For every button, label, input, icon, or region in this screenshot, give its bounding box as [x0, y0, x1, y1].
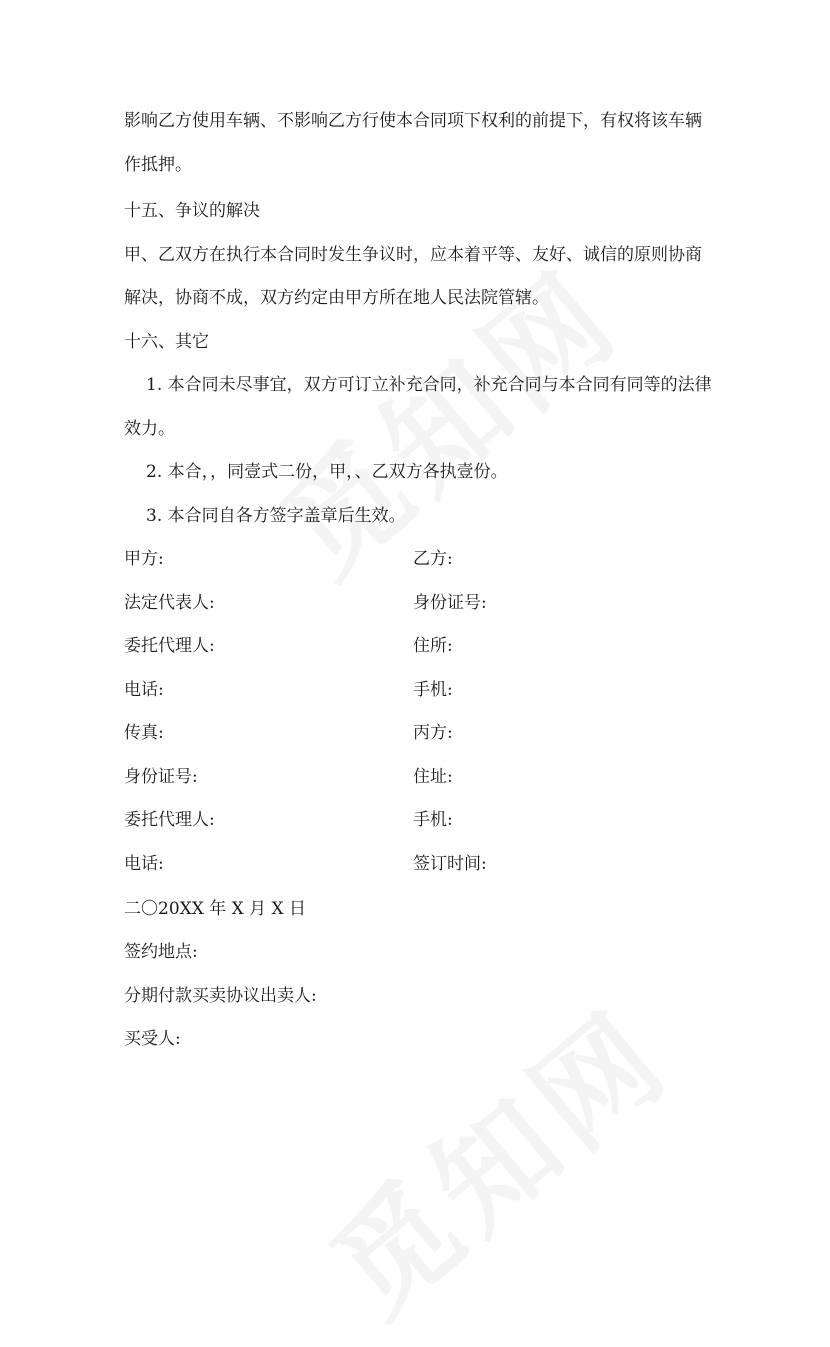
- section-title: 十六、其它: [124, 332, 209, 352]
- watermark: [290, 965, 699, 1347]
- signature-label-right: 身份证号:: [413, 593, 487, 613]
- signature-label-right: 住址:: [413, 767, 453, 787]
- signature-label-right: 丙方:: [413, 723, 453, 743]
- list-item: 1. 本合同未尽事宜，双方可订立补充合同，补充合同与本合同有同等的法律: [146, 375, 712, 395]
- signature-label-right: 住所:: [413, 636, 453, 656]
- signature-label-left: 甲方:: [124, 549, 164, 569]
- paragraph-line: 作抵押。: [124, 155, 192, 175]
- signature-label-left: 身份证号:: [124, 767, 198, 787]
- place-label: 签约地点:: [124, 942, 198, 962]
- signature-label-left: 电话:: [124, 680, 164, 700]
- signature-label-left: 法定代表人:: [124, 593, 215, 613]
- signature-label-right: 手机:: [413, 810, 453, 830]
- signature-label-left: 电话:: [124, 854, 164, 874]
- date-line: 二〇20XX 年 X 月 X 日: [124, 899, 307, 919]
- paragraph-line: 影响乙方使用车辆、不影响乙方行使本合同项下权利的前提下，有权将该车辆: [124, 111, 702, 131]
- list-item: 2. 本合，，同壹式二份，甲，、乙双方各执壹份。: [146, 462, 508, 482]
- list-item: 3. 本合同自各方签字盖章后生效。: [146, 506, 406, 526]
- signature-label-right: 乙方:: [413, 549, 453, 569]
- seller-label: 分期付款买卖协议出卖人:: [124, 986, 317, 1006]
- signature-label-left: 委托代理人:: [124, 810, 215, 830]
- buyer-label: 买受人:: [124, 1029, 181, 1049]
- signature-label-right: 签订时间:: [413, 854, 487, 874]
- signature-label-right: 手机:: [413, 680, 453, 700]
- section-title: 十五、争议的解决: [124, 201, 260, 221]
- paragraph-line: 甲、乙双方在执行本合同时发生争议时，应本着平等、友好、诚信的原则协商: [124, 245, 702, 265]
- list-item-continuation: 效力。: [124, 419, 175, 439]
- signature-label-left: 传真:: [124, 723, 164, 743]
- paragraph-line: 解决，协商不成，双方约定由甲方所在地人民法院管辖。: [124, 288, 549, 308]
- signature-label-left: 委托代理人:: [124, 636, 215, 656]
